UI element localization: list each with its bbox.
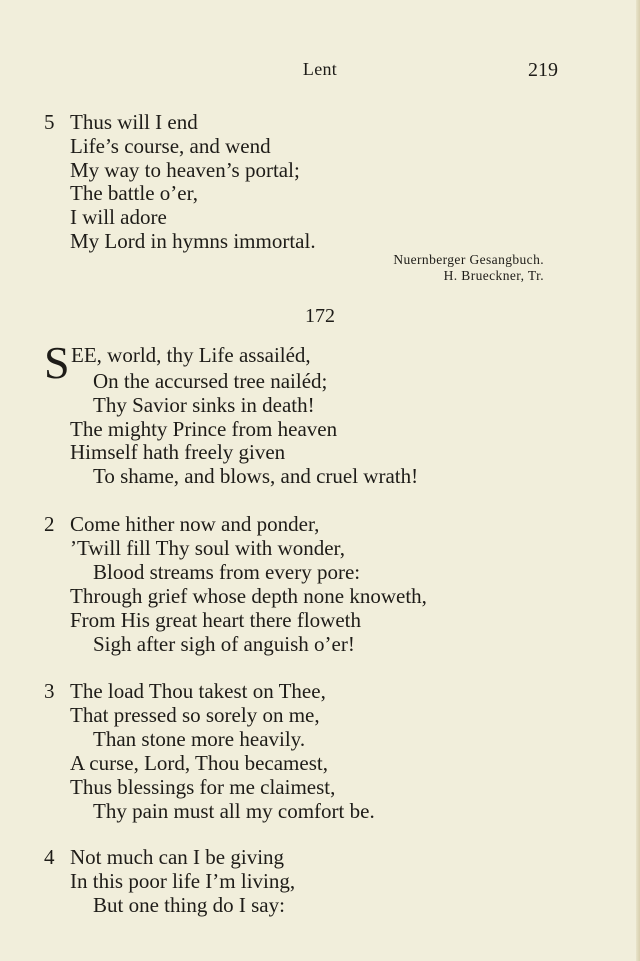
running-header: Lent: [302, 59, 338, 79]
verse-line: Not much can I be giving: [70, 845, 285, 869]
stanza-number: 5: [44, 110, 55, 134]
verse-line: Life’s course, and wend: [70, 134, 271, 158]
verse-line: From His great heart there floweth: [70, 608, 361, 632]
verse-line: Than stone more heavily.: [93, 727, 306, 751]
translator-credit: H. Brueckner, Tr.: [443, 268, 544, 283]
verse-line: The mighty Prince from heaven: [70, 417, 338, 441]
verse-line: Thy pain must all my comfort be.: [93, 799, 375, 823]
page-number: 219: [528, 59, 558, 81]
verse-line: The load Thou takest on Thee,: [70, 679, 326, 703]
verse-line: Through grief whose depth none knoweth,: [70, 584, 427, 608]
page-edge: [636, 0, 640, 961]
verse-line: A curse, Lord, Thou becamest,: [70, 751, 328, 775]
stanza-number: 4: [44, 845, 55, 869]
stanza-number: 2: [44, 512, 55, 536]
verse-line: In this poor life I’m living,: [70, 869, 296, 893]
verse-line: That pressed so sorely on me,: [70, 703, 320, 727]
verse-line: The battle o’er,: [70, 181, 199, 205]
verse-line: Thus will I end: [70, 110, 198, 134]
verse-line: To shame, and blows, and cruel wrath!: [93, 464, 419, 488]
verse-line: Blood streams from every pore:: [93, 560, 361, 584]
verse-line: Thus blessings for me claimest,: [70, 775, 336, 799]
verse-line: Sigh after sigh of anguish o’er!: [93, 632, 355, 656]
verse-line: My way to heaven’s portal;: [70, 158, 300, 182]
verse-line: On the accursed tree nailéd;: [93, 369, 328, 393]
verse-line: EE, world, thy Life assailéd,: [71, 343, 311, 367]
stanza-number: 3: [44, 679, 55, 703]
verse-line: I will adore: [70, 205, 167, 229]
author-credit: Nuernberger Gesangbuch.: [393, 252, 544, 267]
verse-line: Thy Savior sinks in death!: [93, 393, 315, 417]
hymn-number: 172: [305, 305, 335, 327]
verse-line: Himself hath freely given: [70, 440, 286, 464]
verse-line: But one thing do I say:: [93, 893, 285, 917]
verse-line: Come hither now and ponder,: [70, 512, 320, 536]
verse-line: ’Twill fill Thy soul with wonder,: [70, 536, 345, 560]
verse-line: My Lord in hymns immortal.: [70, 229, 316, 253]
drop-cap: S: [44, 337, 70, 388]
